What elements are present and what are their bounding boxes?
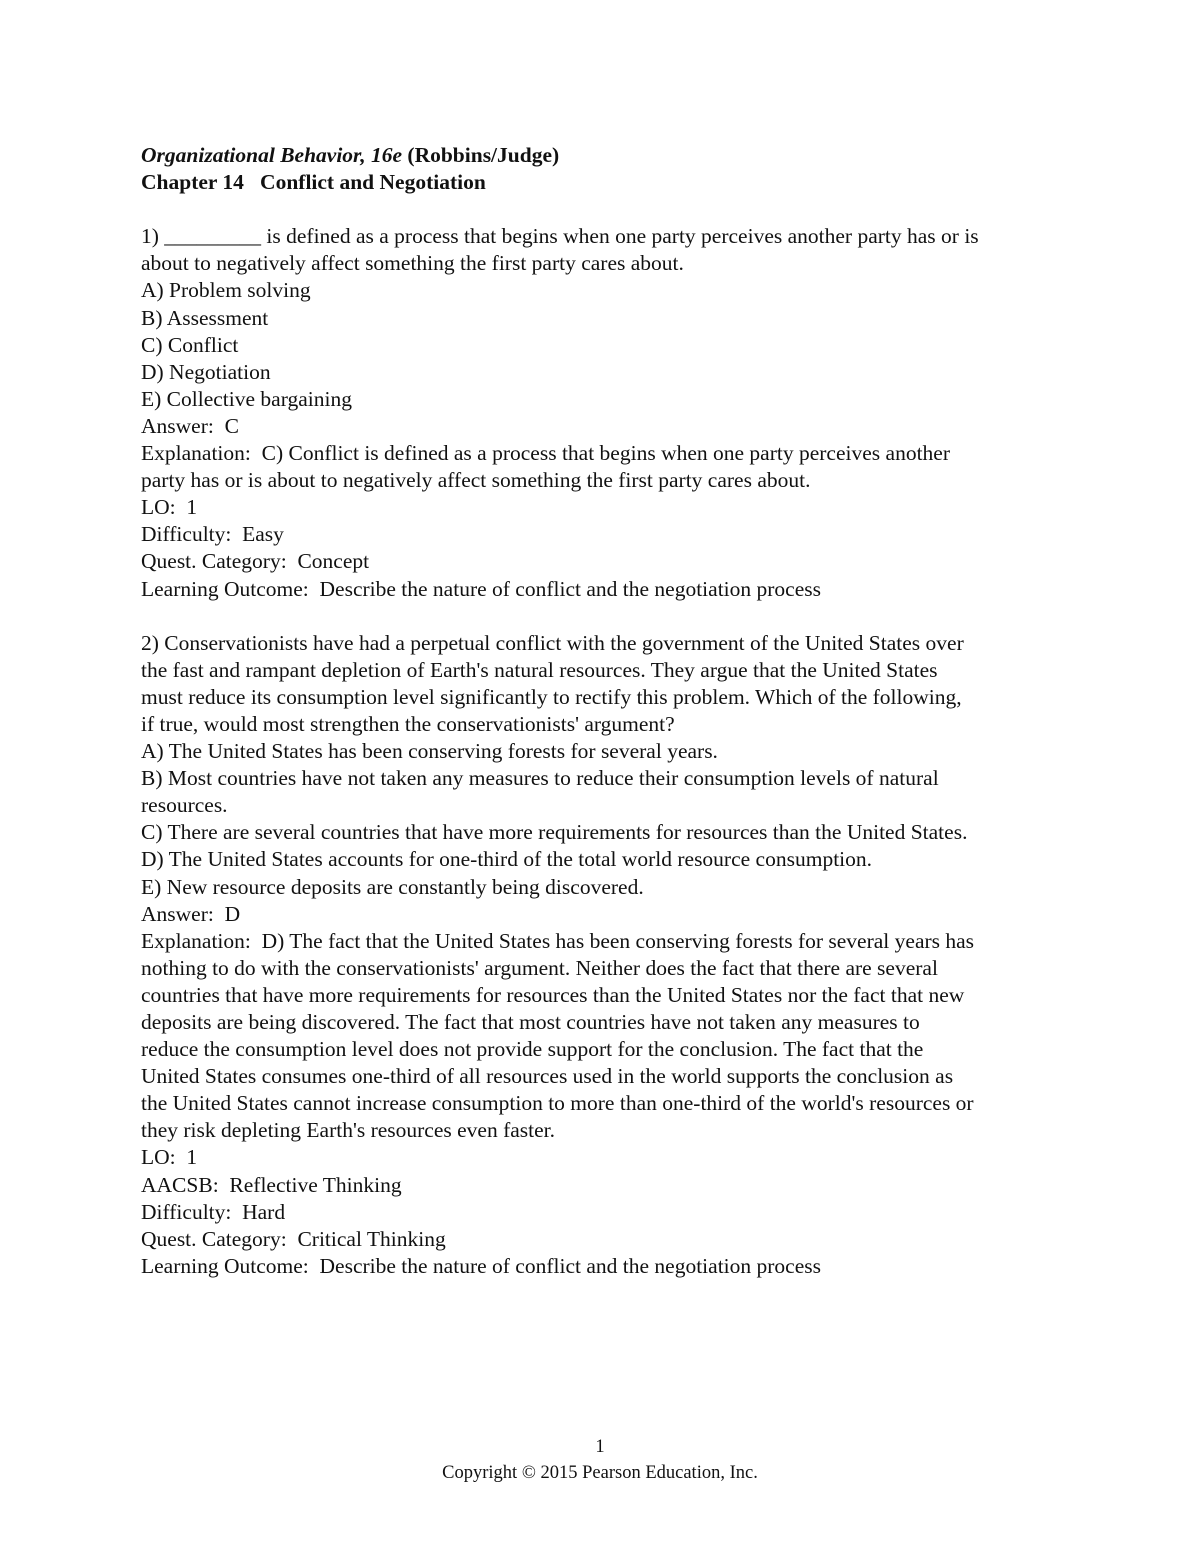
question-1-option-c: C) Conflict <box>141 332 239 357</box>
question-1-option-a: A) Problem solving <box>141 278 311 303</box>
question-2-difficulty: Difficulty: Hard <box>141 1199 286 1224</box>
question-2-answer: Answer: D <box>141 901 241 926</box>
question-1-line: about to negatively affect something the first party cares about. <box>141 251 684 276</box>
question-2-category: Quest. Category: Critical Thinking <box>141 1226 446 1251</box>
question-2-option-d: D) The United States accounts for one-third of the total world resource consumption. <box>141 847 873 872</box>
copyright-notice: Copyright © 2015 Pearson Education, Inc. <box>442 1463 758 1483</box>
question-1-difficulty: Difficulty: Easy <box>141 522 284 547</box>
question-2-option-b: B) Most countries have not taken any measures to reduce their consumption levels of natural <box>141 766 939 791</box>
spacer <box>141 603 1066 630</box>
book-title-line <box>141 142 1066 169</box>
question-1-learning-outcome: Learning Outcome: Describe the nature of conflict and the negotiation process <box>141 576 821 601</box>
question-1-category: Quest. Category: Concept <box>141 549 370 574</box>
question-2-option-e: E) New resource deposits are constantly being discovered. <box>141 874 644 899</box>
question-2-line: must reduce its consumption level significantly to rectify this problem. Which of the following, <box>141 684 962 709</box>
question-2-aacsb: AACSB: Reflective Thinking <box>141 1172 402 1197</box>
page-number: 1 <box>595 1437 605 1457</box>
question-2-explanation: United States consumes one-third of all resources used in the world supports the conclusion as <box>141 1064 954 1089</box>
question-2-explanation: deposits are being discovered. The fact that most countries have not taken any measures to <box>141 1010 920 1034</box>
spacer <box>141 196 1066 223</box>
question-2-line: if true, would most strengthen the conservationists' argument? <box>141 711 675 736</box>
question-2-line: the fast and rampant depletion of Earth's natural resources. They argue that the United States <box>141 657 938 682</box>
question-2-option-a: A) The United States has been conserving forests for several years. <box>141 739 718 764</box>
question-1-explanation: Explanation: C) Conflict is defined as a process that begins when one party perceives another <box>141 441 950 466</box>
question-2-explanation: Explanation: D) The fact that the United States has been conserving forests for several years has <box>141 928 975 953</box>
question-2-explanation: they risk depleting Earth's resources even faster. <box>141 1118 556 1143</box>
question-1-option-e: E) Collective bargaining <box>141 386 352 411</box>
question-1-option-b: B) Assessment <box>141 305 269 330</box>
question-1-option-d: D) Negotiation <box>141 359 271 384</box>
question-2-line: 2) Conservationists have had a perpetual conflict with the government of the United States over <box>141 630 964 655</box>
question-2-explanation: reduce the consumption level does not provide support for the conclusion. The fact that the <box>141 1037 924 1062</box>
question-1-explanation: party has or is about to negatively affect something the first party cares about. <box>141 468 811 493</box>
question-2-explanation: nothing to do with the conservationists' argument. Neither does the fact that there are several <box>141 955 938 980</box>
document-page <box>141 142 1066 1280</box>
question-1 <box>141 223 1066 602</box>
book-authors: (Robbins/Judge) <box>402 143 560 167</box>
question-1-lo: LO: 1 <box>141 495 198 520</box>
question-1-answer: Answer: C <box>141 413 239 438</box>
question-1-line: 1) _________ is defined as a process that begins when one party perceives another party has or is <box>141 224 979 249</box>
question-2-option-b: resources. <box>141 793 228 818</box>
question-2-learning-outcome: Learning Outcome: Describe the nature of conflict and the negotiation process <box>141 1253 821 1278</box>
question-2-lo: LO: 1 <box>141 1145 198 1170</box>
question-2 <box>141 630 1066 1280</box>
question-2-explanation: countries that have more requirements for resources than the United States nor the fact that new <box>141 982 965 1007</box>
question-2-explanation: the United States cannot increase consumption to more than one-third of the world's resources or <box>141 1091 974 1116</box>
chapter-heading: Chapter 14 Conflict and Negotiation <box>141 170 486 195</box>
question-2-option-c: C) There are several countries that have more requirements for resources than the United States. <box>141 820 968 845</box>
book-title: Organizational Behavior, 16e <box>141 143 403 167</box>
